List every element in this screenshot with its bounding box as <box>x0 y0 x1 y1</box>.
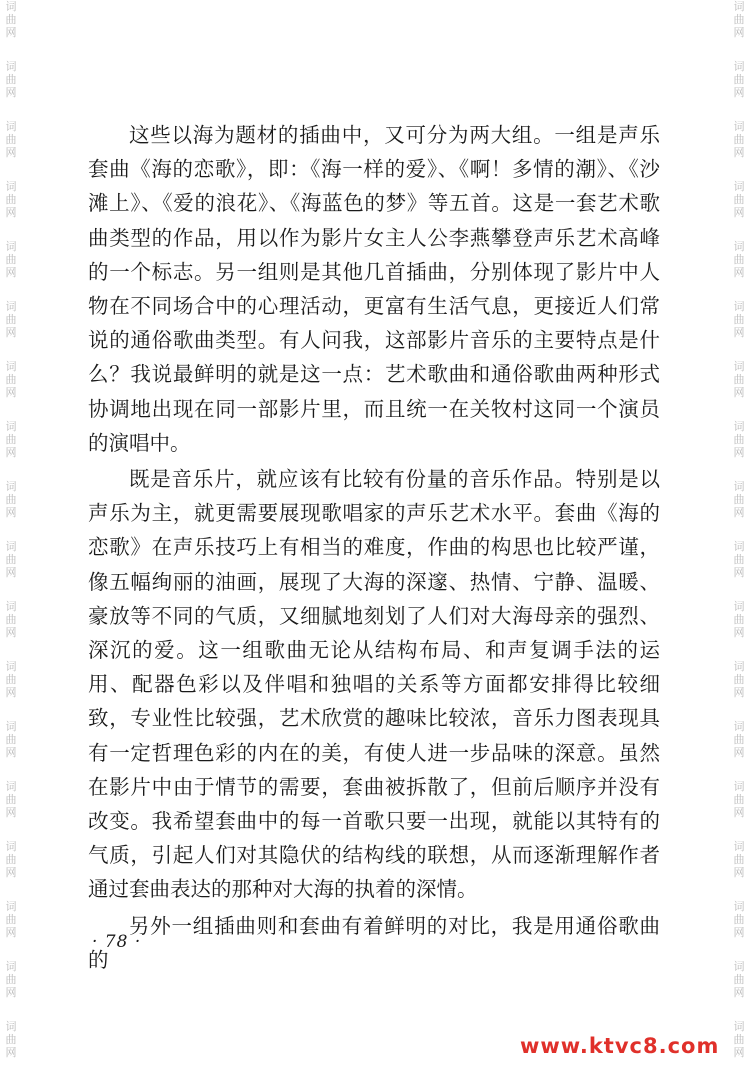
watermark-glyph: 词 <box>5 300 17 313</box>
watermark-glyph-group <box>730 120 748 180</box>
watermark-glyph-group <box>730 480 748 540</box>
watermark-glyph-group <box>730 240 748 300</box>
watermark-glyph: 网 <box>5 806 17 819</box>
watermark-glyph-group <box>2 540 20 600</box>
watermark-glyph: 网 <box>733 806 745 819</box>
watermark-glyph: 曲 <box>5 673 17 686</box>
watermark-glyph-group <box>2 300 20 360</box>
watermark-glyph: 词 <box>5 240 17 253</box>
watermark-glyph-group <box>730 960 748 1020</box>
watermark-glyph: 曲 <box>733 253 745 266</box>
watermark-glyph-group <box>2 1020 20 1080</box>
watermark-glyph: 词 <box>5 600 17 613</box>
watermark-glyph: 词 <box>733 900 745 913</box>
watermark-glyph-group <box>2 600 20 660</box>
watermark-glyph: 曲 <box>733 973 745 986</box>
left-watermark-strip <box>2 0 20 1086</box>
watermark-glyph: 网 <box>5 386 17 399</box>
watermark-glyph: 网 <box>5 986 17 999</box>
watermark-glyph: 曲 <box>733 433 745 446</box>
watermark-glyph: 曲 <box>5 613 17 626</box>
watermark-glyph-group <box>2 240 20 300</box>
watermark-glyph: 曲 <box>5 913 17 926</box>
watermark-glyph: 网 <box>733 146 745 159</box>
watermark-glyph: 词 <box>733 180 745 193</box>
watermark-glyph-group <box>2 60 20 120</box>
watermark-glyph-group <box>730 900 748 960</box>
watermark-glyph: 词 <box>733 960 745 973</box>
watermark-glyph-group <box>730 840 748 900</box>
watermark-glyph: 网 <box>733 266 745 279</box>
watermark-glyph-group <box>2 420 20 480</box>
watermark-glyph: 曲 <box>733 1033 745 1046</box>
watermark-glyph-group <box>730 540 748 600</box>
watermark-glyph: 曲 <box>733 73 745 86</box>
watermark-glyph: 词 <box>5 720 17 733</box>
watermark-glyph: 网 <box>5 626 17 639</box>
watermark-glyph: 词 <box>5 420 17 433</box>
watermark-glyph: 网 <box>733 446 745 459</box>
watermark-glyph: 词 <box>5 660 17 673</box>
watermark-glyph: 词 <box>5 1020 17 1033</box>
watermark-glyph: 词 <box>733 600 745 613</box>
watermark-glyph-group <box>730 360 748 420</box>
watermark-glyph: 曲 <box>733 373 745 386</box>
watermark-glyph: 网 <box>733 26 745 39</box>
watermark-glyph: 网 <box>5 146 17 159</box>
watermark-glyph: 词 <box>5 60 17 73</box>
watermark-glyph-group <box>730 420 748 480</box>
paragraph-2: 既是音乐片，就应该有比较有份量的音乐作品。特别是以声乐为主，就更需要展现歌唱家的声乐艺术水平。套曲《海的恋歌》在声乐技巧上有相当的难度，作曲的构思也比较严谨，像五幅绚丽的油画，展现了大海的深邃、热情、宁静、温暖、豪放等不同的气质，又细腻地刻划了人们对大海母亲的强烈、深沉的爱。这一组歌曲无论从结构布局、和声复调手法的运用、配器色彩以及伴唱和独唱的关系等方面都安排得比较细致，专业性比较强，艺术欣赏的趣味比较浓，音乐力图表现具有一定哲理色彩的内在的美，有使人进一步品味的深意。虽然在影片中由于情节的需要，套曲被拆散了，但前后顺序并没有改变。我希望套曲中的每一首歌只要一出现，就能以其特有的气质，引起人们对其隐伏的结构线的联想，从而逐渐理解作者通过套曲表达的那种对大海的执着的深情。 <box>88 467 660 902</box>
watermark-glyph: 曲 <box>733 853 745 866</box>
watermark-glyph: 词 <box>733 720 745 733</box>
watermark-glyph: 网 <box>733 686 745 699</box>
watermark-glyph: 词 <box>5 180 17 193</box>
watermark-glyph-group <box>2 720 20 780</box>
watermark-glyph-group <box>730 0 748 60</box>
watermark-glyph: 曲 <box>733 673 745 686</box>
watermark-glyph: 曲 <box>5 1033 17 1046</box>
right-watermark-strip <box>730 0 748 1086</box>
watermark-glyph: 曲 <box>733 493 745 506</box>
watermark-glyph: 网 <box>733 386 745 399</box>
watermark-glyph: 词 <box>5 960 17 973</box>
watermark-glyph: 曲 <box>733 553 745 566</box>
watermark-glyph: 网 <box>5 926 17 939</box>
paragraph-1: 这些以海为题材的插曲中，又可分为两大组。一组是声乐套曲《海的恋歌》，即：《海一样的爱》、《啊！多情的潮》、《沙滩上》、《爱的浪花》、《海蓝色的梦》等五首。这是一套艺术歌曲类型的作品，用以作为影片女主人公李燕攀登声乐艺术高峰的一个标志。另一组则是其他几首插曲，分别体现了影片中人物在不同场合中的心理活动，更富有生活气息，更接近人们常说的通俗歌曲类型。有人问我，这部影片音乐的主要特点是什么？我说最鲜明的就是这一点：艺术歌曲和通俗歌曲两种形式协调地出现在同一部影片里，而且统一在关牧村这同一个演员的演唱中。 <box>88 123 660 455</box>
watermark-glyph: 网 <box>5 326 17 339</box>
watermark-glyph: 网 <box>5 86 17 99</box>
watermark-glyph-group <box>730 300 748 360</box>
watermark-glyph: 词 <box>733 0 745 13</box>
watermark-glyph: 词 <box>5 900 17 913</box>
watermark-glyph: 网 <box>5 206 17 219</box>
watermark-glyph: 曲 <box>733 313 745 326</box>
watermark-glyph: 曲 <box>733 913 745 926</box>
watermark-glyph-group <box>2 180 20 240</box>
watermark-glyph-group <box>730 720 748 780</box>
paragraph-3: 另外一组插曲则和套曲有着鲜明的对比，我是用通俗歌曲的 <box>88 913 660 972</box>
watermark-glyph: 词 <box>5 0 17 13</box>
watermark-glyph: 词 <box>733 240 745 253</box>
watermark-glyph-group <box>730 660 748 720</box>
watermark-glyph: 曲 <box>5 553 17 566</box>
watermark-glyph: 网 <box>733 326 745 339</box>
watermark-glyph-group <box>730 60 748 120</box>
watermark-glyph: 曲 <box>5 133 17 146</box>
watermark-glyph: 曲 <box>733 13 745 26</box>
watermark-glyph: 曲 <box>733 613 745 626</box>
watermark-glyph: 曲 <box>5 253 17 266</box>
watermark-glyph: 曲 <box>5 733 17 746</box>
watermark-glyph-group <box>2 900 20 960</box>
watermark-glyph: 网 <box>5 266 17 279</box>
watermark-glyph-group <box>2 480 20 540</box>
watermark-glyph: 词 <box>733 360 745 373</box>
watermark-glyph: 曲 <box>5 193 17 206</box>
watermark-glyph-group <box>2 780 20 840</box>
watermark-glyph-group <box>730 780 748 840</box>
watermark-glyph: 词 <box>733 120 745 133</box>
watermark-glyph: 网 <box>733 1046 745 1059</box>
page-number: · 78 · <box>92 932 142 952</box>
watermark-glyph: 网 <box>733 506 745 519</box>
watermark-glyph-group <box>730 600 748 660</box>
watermark-glyph-group <box>2 960 20 1020</box>
watermark-glyph: 词 <box>733 1020 745 1033</box>
watermark-glyph: 词 <box>733 480 745 493</box>
watermark-glyph: 曲 <box>5 493 17 506</box>
watermark-glyph: 曲 <box>5 853 17 866</box>
watermark-glyph: 词 <box>5 780 17 793</box>
watermark-glyph: 网 <box>733 746 745 759</box>
watermark-glyph: 词 <box>733 780 745 793</box>
watermark-glyph-group <box>2 660 20 720</box>
watermark-glyph: 曲 <box>5 13 17 26</box>
watermark-glyph: 曲 <box>5 313 17 326</box>
site-watermark: www.ktvc8.com <box>520 1034 720 1058</box>
watermark-glyph: 曲 <box>733 793 745 806</box>
watermark-glyph: 词 <box>5 480 17 493</box>
watermark-glyph: 网 <box>733 986 745 999</box>
watermark-glyph: 词 <box>733 840 745 853</box>
watermark-glyph-group <box>2 840 20 900</box>
watermark-glyph: 曲 <box>733 133 745 146</box>
watermark-glyph: 词 <box>733 60 745 73</box>
watermark-glyph: 曲 <box>733 193 745 206</box>
watermark-glyph: 网 <box>733 926 745 939</box>
watermark-glyph-group <box>2 0 20 60</box>
watermark-glyph: 曲 <box>733 733 745 746</box>
watermark-glyph: 网 <box>5 866 17 879</box>
watermark-glyph-group <box>730 1020 748 1080</box>
watermark-glyph: 网 <box>5 566 17 579</box>
watermark-glyph: 词 <box>5 120 17 133</box>
watermark-glyph: 词 <box>5 840 17 853</box>
watermark-glyph: 曲 <box>5 73 17 86</box>
watermark-glyph: 网 <box>5 506 17 519</box>
watermark-glyph: 曲 <box>5 433 17 446</box>
watermark-glyph: 网 <box>733 866 745 879</box>
watermark-glyph: 网 <box>733 206 745 219</box>
watermark-glyph-group <box>2 360 20 420</box>
watermark-glyph: 曲 <box>5 373 17 386</box>
watermark-glyph: 网 <box>733 566 745 579</box>
watermark-glyph: 网 <box>5 446 17 459</box>
watermark-glyph: 网 <box>5 746 17 759</box>
watermark-glyph: 网 <box>733 626 745 639</box>
watermark-glyph-group <box>730 180 748 240</box>
watermark-glyph-group <box>2 120 20 180</box>
watermark-glyph: 网 <box>5 686 17 699</box>
watermark-glyph: 词 <box>733 420 745 433</box>
watermark-glyph: 词 <box>5 540 17 553</box>
watermark-glyph: 曲 <box>5 973 17 986</box>
watermark-glyph: 词 <box>733 300 745 313</box>
watermark-glyph: 曲 <box>5 793 17 806</box>
watermark-glyph: 网 <box>733 86 745 99</box>
watermark-glyph: 网 <box>5 1046 17 1059</box>
watermark-glyph: 词 <box>733 660 745 673</box>
watermark-glyph: 词 <box>733 540 745 553</box>
body-text <box>88 118 660 977</box>
watermark-glyph: 网 <box>5 26 17 39</box>
watermark-glyph: 词 <box>5 360 17 373</box>
